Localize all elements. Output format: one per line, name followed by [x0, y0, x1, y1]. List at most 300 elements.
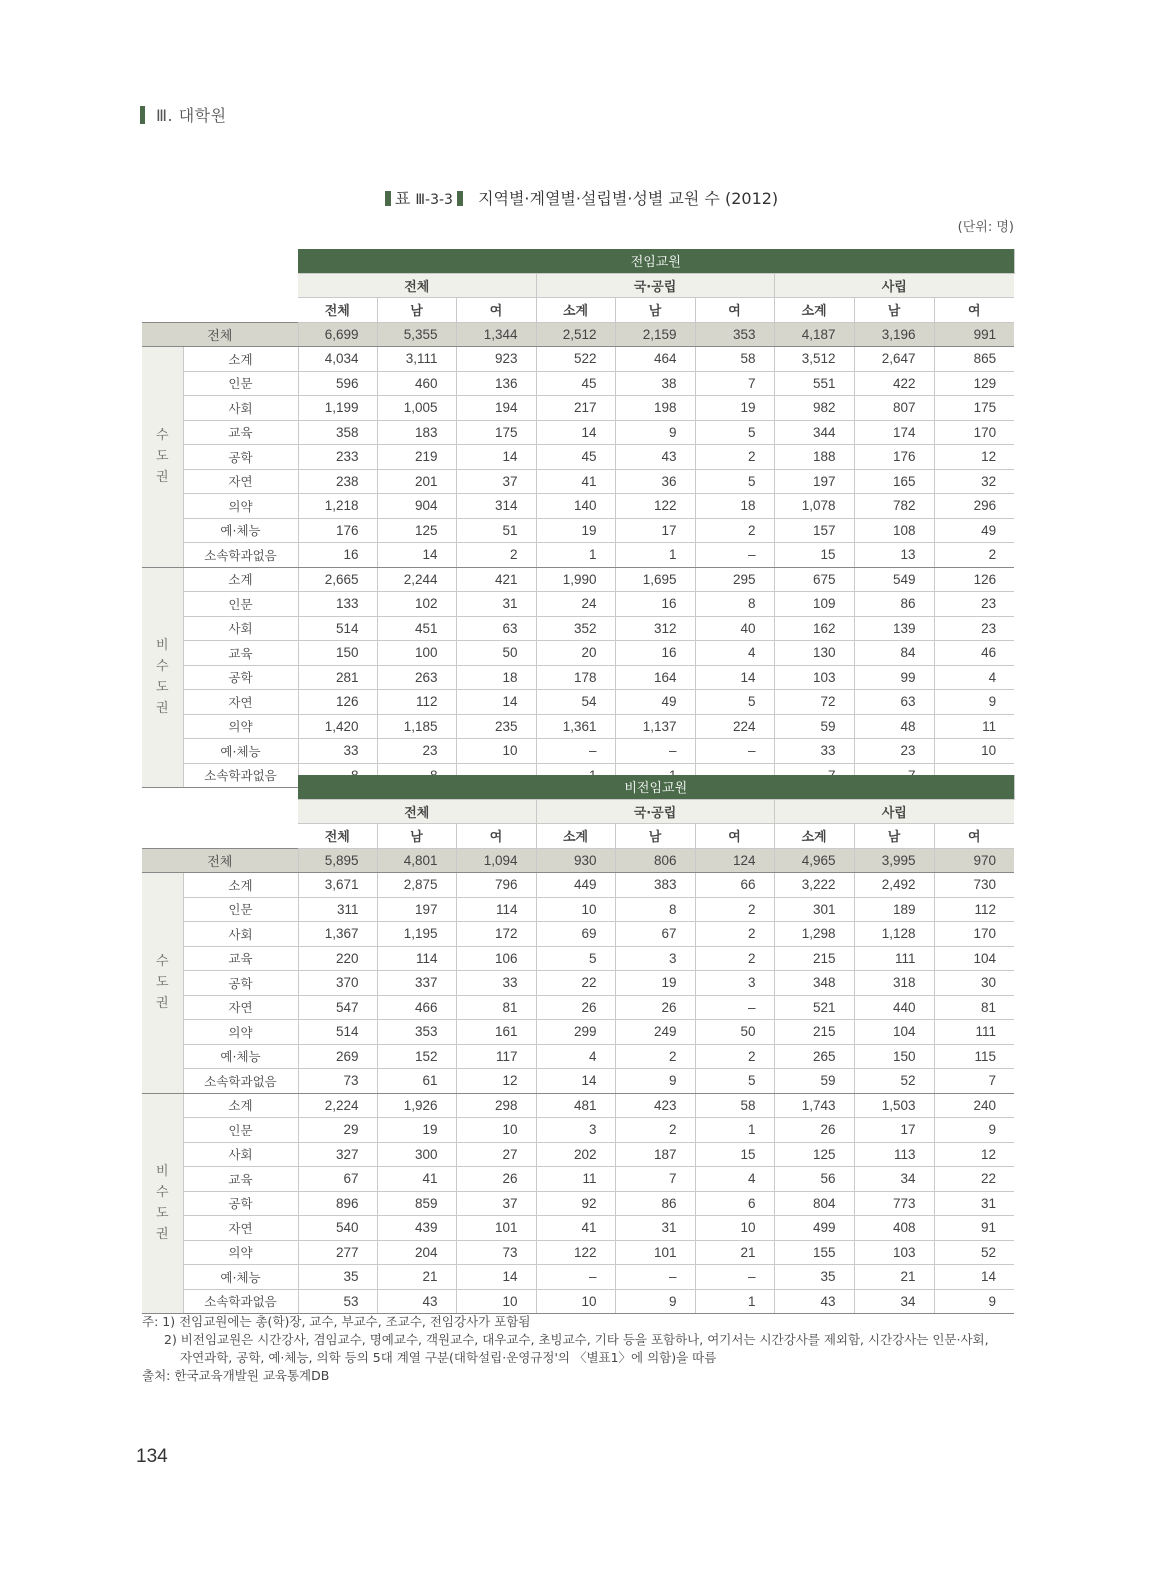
table-row	[142, 1289, 1014, 1314]
table-row	[142, 592, 1014, 617]
category-label: 자연	[183, 995, 298, 1020]
total-cell: 5,355	[377, 322, 456, 347]
category-label: 교육	[183, 1167, 298, 1192]
data-cell: 117	[456, 1044, 536, 1069]
column-header: 남	[377, 824, 456, 849]
data-cell: 41	[536, 1216, 615, 1241]
data-cell: 43	[377, 1289, 456, 1314]
data-cell: 187	[615, 1142, 695, 1167]
data-cell: 215	[774, 946, 854, 971]
column-header: 여	[456, 824, 536, 849]
data-cell: 1,361	[536, 714, 615, 739]
column-group-header: 국·공립	[536, 273, 774, 298]
data-cell: 1,005	[377, 396, 456, 421]
table-row	[142, 690, 1014, 715]
data-cell: 114	[456, 897, 536, 922]
column-header: 남	[854, 298, 934, 323]
table-parttime	[142, 775, 1015, 1314]
table-row	[142, 1216, 1014, 1241]
data-cell: 596	[298, 371, 377, 396]
category-label: 사회	[183, 1142, 298, 1167]
notes	[142, 1313, 1022, 1385]
data-cell: 9	[615, 1289, 695, 1314]
data-cell: 197	[377, 897, 456, 922]
blank-cell	[142, 824, 298, 849]
data-cell: 422	[854, 371, 934, 396]
category-label: 의약	[183, 1240, 298, 1265]
data-cell: 139	[854, 616, 934, 641]
data-cell: 773	[854, 1191, 934, 1216]
note-2-cont: 자연과학, 공학, 예·체능, 의학 등의 5대 계열 구분(대학설립·운영규정'의 〈별표1〉에 의함)을 따름	[180, 1350, 717, 1365]
table-number: Ⅲ-3-3	[415, 192, 453, 208]
data-cell: 299	[536, 1020, 615, 1045]
column-group-header: 사립	[774, 799, 1014, 824]
data-cell: 52	[854, 1069, 934, 1094]
data-cell: 35	[774, 1265, 854, 1290]
data-cell: 26	[774, 1118, 854, 1143]
table-row	[142, 1093, 1014, 1118]
data-cell: 19	[377, 1118, 456, 1143]
data-cell: 111	[854, 946, 934, 971]
data-cell: 421	[456, 567, 536, 592]
data-cell: 2,665	[298, 567, 377, 592]
data-cell: 2,492	[854, 873, 934, 898]
data-cell: 29	[298, 1118, 377, 1143]
category-label: 자연	[183, 690, 298, 715]
table-row	[142, 543, 1014, 568]
data-cell: 14	[456, 1265, 536, 1290]
data-cell: –	[695, 739, 774, 764]
data-cell: 301	[774, 897, 854, 922]
data-cell: 2	[456, 543, 536, 568]
data-cell: 140	[536, 494, 615, 519]
data-cell: 49	[615, 690, 695, 715]
category-label: 공학	[183, 445, 298, 470]
data-cell: 122	[536, 1240, 615, 1265]
column-group-header: 전체	[298, 799, 536, 824]
data-cell: 72	[774, 690, 854, 715]
category-label: 교육	[183, 946, 298, 971]
data-cell: 3	[536, 1118, 615, 1143]
total-cell: 1,344	[456, 322, 536, 347]
data-cell: 277	[298, 1240, 377, 1265]
data-cell: 112	[934, 897, 1014, 922]
table-row	[142, 494, 1014, 519]
data-cell: 2	[695, 922, 774, 947]
data-cell: 204	[377, 1240, 456, 1265]
data-cell: 358	[298, 420, 377, 445]
section-header: Ⅲ. 대학원	[156, 106, 227, 125]
table-row	[142, 1142, 1014, 1167]
data-cell: 300	[377, 1142, 456, 1167]
table-row	[142, 922, 1014, 947]
column-header: 여	[456, 298, 536, 323]
total-cell: 970	[934, 848, 1014, 873]
data-cell: 10	[934, 739, 1014, 764]
data-cell: 16	[615, 641, 695, 666]
data-cell: 150	[854, 1044, 934, 1069]
data-cell: 122	[615, 494, 695, 519]
column-header: 소계	[774, 824, 854, 849]
data-cell: 46	[934, 641, 1014, 666]
data-cell: 130	[774, 641, 854, 666]
data-cell: 9	[934, 1118, 1014, 1143]
table-fulltime	[142, 249, 1015, 788]
category-label: 공학	[183, 665, 298, 690]
category-label: 소계	[183, 1093, 298, 1118]
table-row	[142, 873, 1014, 898]
region-label-text: 비 수 도 권	[155, 638, 169, 717]
data-cell: 86	[854, 592, 934, 617]
data-cell: 108	[854, 518, 934, 543]
table-title-text: 지역별·계열별·설립별·성별 교원 수 (2012)	[478, 189, 779, 208]
category-label: 예·체능	[183, 1044, 298, 1069]
data-cell: 896	[298, 1191, 377, 1216]
data-cell: 904	[377, 494, 456, 519]
data-cell: 466	[377, 995, 456, 1020]
data-cell: 45	[536, 371, 615, 396]
region-label-text: 수 도 권	[155, 954, 169, 1012]
table-row	[142, 616, 1014, 641]
data-cell: 92	[536, 1191, 615, 1216]
data-cell: 111	[934, 1020, 1014, 1045]
data-cell: 730	[934, 873, 1014, 898]
source: 출처: 한국교육개발원 교육통계DB	[142, 1368, 330, 1383]
table-title	[0, 186, 1159, 209]
data-cell: 521	[774, 995, 854, 1020]
data-cell: 5	[695, 690, 774, 715]
data-cell: 150	[298, 641, 377, 666]
data-cell: 106	[456, 946, 536, 971]
total-cell: 353	[695, 322, 774, 347]
data-cell: 370	[298, 971, 377, 996]
data-cell: 56	[774, 1167, 854, 1192]
data-cell: 1,990	[536, 567, 615, 592]
region-label-text: 비 수 도 권	[155, 1164, 169, 1243]
data-cell: 1	[695, 1118, 774, 1143]
data-cell: 61	[377, 1069, 456, 1094]
data-cell: 104	[854, 1020, 934, 1045]
title-bar-right	[457, 191, 463, 206]
data-cell: 1,926	[377, 1093, 456, 1118]
data-cell: 59	[774, 1069, 854, 1094]
table-row	[142, 1240, 1014, 1265]
category-label: 공학	[183, 1191, 298, 1216]
data-cell: 43	[774, 1289, 854, 1314]
data-cell: 73	[456, 1240, 536, 1265]
total-cell: 4,187	[774, 322, 854, 347]
data-cell: 464	[615, 347, 695, 372]
unit-label: (단위: 명)	[957, 220, 1014, 235]
data-cell: 296	[934, 494, 1014, 519]
page-number: 134	[136, 1446, 168, 1467]
data-cell: 327	[298, 1142, 377, 1167]
category-label: 사회	[183, 616, 298, 641]
table-row	[142, 371, 1014, 396]
data-cell: 238	[298, 469, 377, 494]
data-cell: 460	[377, 371, 456, 396]
column-header: 전체	[298, 298, 377, 323]
data-cell: 9	[615, 1069, 695, 1094]
data-cell: 197	[774, 469, 854, 494]
data-cell: 14	[536, 420, 615, 445]
data-cell: 10	[456, 1289, 536, 1314]
data-cell: 104	[934, 946, 1014, 971]
table-row	[142, 946, 1014, 971]
data-cell: 18	[456, 665, 536, 690]
data-cell: 33	[774, 739, 854, 764]
data-cell: 126	[298, 690, 377, 715]
column-header: 여	[934, 824, 1014, 849]
data-cell: 157	[774, 518, 854, 543]
data-cell: 164	[615, 665, 695, 690]
data-cell: 481	[536, 1093, 615, 1118]
data-cell: 30	[934, 971, 1014, 996]
data-cell: 383	[615, 873, 695, 898]
data-cell: 1,078	[774, 494, 854, 519]
column-header: 전체	[298, 824, 377, 849]
data-cell: 265	[774, 1044, 854, 1069]
data-cell: 1,743	[774, 1093, 854, 1118]
data-cell: 113	[854, 1142, 934, 1167]
data-cell: 23	[934, 616, 1014, 641]
total-row-label: 전체	[142, 322, 298, 347]
table-row	[142, 347, 1014, 372]
data-cell: 440	[854, 995, 934, 1020]
title-bar-left	[385, 191, 391, 206]
data-cell: 67	[298, 1167, 377, 1192]
data-cell: 2	[695, 897, 774, 922]
data-cell: 5	[536, 946, 615, 971]
data-cell: 201	[377, 469, 456, 494]
data-cell: 235	[456, 714, 536, 739]
table-row	[142, 641, 1014, 666]
data-cell: 314	[456, 494, 536, 519]
data-cell: 16	[615, 592, 695, 617]
data-cell: 549	[854, 567, 934, 592]
region-label	[142, 347, 183, 568]
data-cell: 14	[695, 665, 774, 690]
data-cell: 782	[854, 494, 934, 519]
data-cell: 295	[695, 567, 774, 592]
data-cell: 2	[695, 946, 774, 971]
data-cell: 202	[536, 1142, 615, 1167]
data-cell: 58	[695, 1093, 774, 1118]
data-cell: 807	[854, 396, 934, 421]
data-cell: 14	[934, 1265, 1014, 1290]
data-cell: 38	[615, 371, 695, 396]
column-group-header: 전체	[298, 273, 536, 298]
total-cell: 1,094	[456, 848, 536, 873]
note-2: 2) 비전임교원은 시간강사, 겸임교수, 명예교수, 객원교수, 대우교수, 초빙교수, 기타 등을 포함하나, 여기서는 시간강사를 제외함, 시간강사는 인문·사회,	[164, 1332, 989, 1347]
category-label: 자연	[183, 1216, 298, 1241]
data-cell: 26	[536, 995, 615, 1020]
table-row	[142, 518, 1014, 543]
data-cell: 91	[934, 1216, 1014, 1241]
data-cell: 312	[615, 616, 695, 641]
data-cell: 1,367	[298, 922, 377, 947]
data-cell: 2,875	[377, 873, 456, 898]
data-cell: 35	[298, 1265, 377, 1290]
data-cell: 176	[298, 518, 377, 543]
data-cell: 522	[536, 347, 615, 372]
total-cell: 930	[536, 848, 615, 873]
data-cell: 269	[298, 1044, 377, 1069]
data-cell: 18	[695, 494, 774, 519]
total-cell: 2,159	[615, 322, 695, 347]
data-cell: 170	[934, 420, 1014, 445]
data-cell: 9	[934, 690, 1014, 715]
data-cell: 175	[456, 420, 536, 445]
category-label: 교육	[183, 641, 298, 666]
data-cell: 15	[774, 543, 854, 568]
data-cell: 170	[934, 922, 1014, 947]
data-cell: 32	[934, 469, 1014, 494]
data-cell: 183	[377, 420, 456, 445]
data-cell: 13	[854, 543, 934, 568]
data-cell: 50	[695, 1020, 774, 1045]
data-cell: 23	[934, 592, 1014, 617]
data-cell: 3,512	[774, 347, 854, 372]
data-cell: 219	[377, 445, 456, 470]
data-cell: 69	[536, 922, 615, 947]
data-cell: 15	[695, 1142, 774, 1167]
data-cell: 923	[456, 347, 536, 372]
table-row	[142, 567, 1014, 592]
data-cell: 86	[615, 1191, 695, 1216]
data-cell: 14	[377, 543, 456, 568]
column-header: 여	[695, 298, 774, 323]
column-group-header: 사립	[774, 273, 1014, 298]
data-cell: 188	[774, 445, 854, 470]
region-label	[142, 567, 183, 788]
category-label: 인문	[183, 897, 298, 922]
data-cell: –	[536, 739, 615, 764]
category-label: 예·체능	[183, 1265, 298, 1290]
data-cell: 2,647	[854, 347, 934, 372]
data-cell: 36	[615, 469, 695, 494]
data-cell: 233	[298, 445, 377, 470]
category-label: 인문	[183, 592, 298, 617]
total-cell: 806	[615, 848, 695, 873]
data-cell: 337	[377, 971, 456, 996]
blank-cell	[142, 249, 298, 273]
data-cell: 215	[774, 1020, 854, 1045]
data-cell: 4	[934, 665, 1014, 690]
data-cell: 155	[774, 1240, 854, 1265]
data-cell: 2	[695, 445, 774, 470]
data-cell: 1,420	[298, 714, 377, 739]
category-label: 소계	[183, 567, 298, 592]
column-header: 남	[377, 298, 456, 323]
data-cell: 43	[615, 445, 695, 470]
data-cell: 1,199	[298, 396, 377, 421]
data-cell: 59	[774, 714, 854, 739]
data-cell: 172	[456, 922, 536, 947]
data-cell: 99	[854, 665, 934, 690]
data-cell: 24	[536, 592, 615, 617]
data-cell: 63	[456, 616, 536, 641]
region-label-text: 수 도 권	[155, 428, 169, 486]
data-cell: 45	[536, 445, 615, 470]
data-cell: –	[615, 739, 695, 764]
data-cell: 540	[298, 1216, 377, 1241]
data-cell: 859	[377, 1191, 456, 1216]
data-cell: 34	[854, 1289, 934, 1314]
data-cell: 3,111	[377, 347, 456, 372]
data-cell: 176	[854, 445, 934, 470]
data-cell: 263	[377, 665, 456, 690]
data-cell: 115	[934, 1044, 1014, 1069]
data-cell: 12	[934, 1142, 1014, 1167]
data-cell: 353	[377, 1020, 456, 1045]
category-label: 소계	[183, 347, 298, 372]
data-cell: 51	[456, 518, 536, 543]
data-cell: 451	[377, 616, 456, 641]
data-cell: 58	[695, 347, 774, 372]
data-cell: 194	[456, 396, 536, 421]
blank-cell	[142, 273, 298, 298]
category-label: 소속학과없음	[183, 543, 298, 568]
data-cell: 1	[695, 1289, 774, 1314]
data-cell: 3	[615, 946, 695, 971]
data-cell: 41	[536, 469, 615, 494]
data-cell: 102	[377, 592, 456, 617]
data-cell: 10	[536, 897, 615, 922]
data-cell: 84	[854, 641, 934, 666]
category-label: 소속학과없음	[183, 763, 298, 788]
data-cell: 408	[854, 1216, 934, 1241]
data-cell: 23	[377, 739, 456, 764]
data-cell: 7	[695, 371, 774, 396]
data-cell: 31	[456, 592, 536, 617]
total-cell: 5,895	[298, 848, 377, 873]
data-cell: 2,244	[377, 567, 456, 592]
column-header: 소계	[536, 298, 615, 323]
data-cell: 3,671	[298, 873, 377, 898]
data-cell: 31	[934, 1191, 1014, 1216]
total-cell: 3,995	[854, 848, 934, 873]
data-cell: 26	[456, 1167, 536, 1192]
column-header: 남	[615, 298, 695, 323]
data-cell: 41	[377, 1167, 456, 1192]
column-header: 남	[854, 824, 934, 849]
total-row-label: 전체	[142, 848, 298, 873]
data-cell: 9	[934, 1289, 1014, 1314]
data-cell: 49	[934, 518, 1014, 543]
data-cell: 982	[774, 396, 854, 421]
data-cell: 344	[774, 420, 854, 445]
data-cell: 34	[854, 1167, 934, 1192]
data-cell: 449	[536, 873, 615, 898]
section-band: 전임교원	[298, 249, 1014, 273]
data-cell: 5	[695, 1069, 774, 1094]
data-cell: 547	[298, 995, 377, 1020]
section-band: 비전임교원	[298, 775, 1014, 799]
column-group-header: 국·공립	[536, 799, 774, 824]
data-cell: 2	[934, 543, 1014, 568]
data-cell: 1,128	[854, 922, 934, 947]
data-cell: 4	[695, 641, 774, 666]
data-cell: 198	[615, 396, 695, 421]
table-row	[142, 1265, 1014, 1290]
total-cell: 2,512	[536, 322, 615, 347]
total-cell: 4,801	[377, 848, 456, 873]
category-label: 사회	[183, 396, 298, 421]
data-cell: 298	[456, 1093, 536, 1118]
data-cell: 178	[536, 665, 615, 690]
data-cell: 52	[934, 1240, 1014, 1265]
